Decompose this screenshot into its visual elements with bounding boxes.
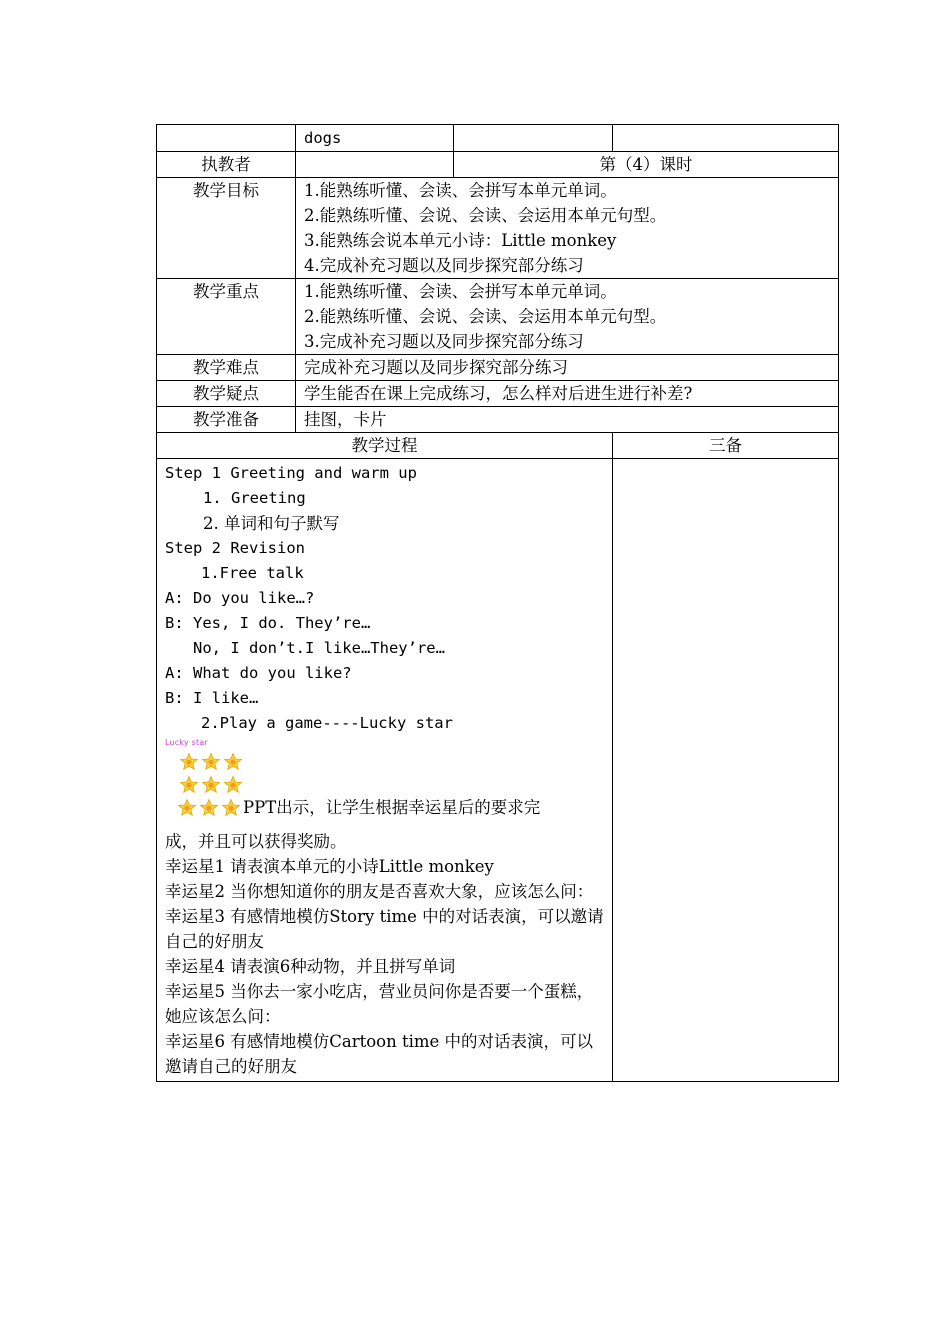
- goals-row: [157, 178, 839, 279]
- preparation-label: 教学准备: [157, 407, 296, 433]
- key-point-item: 1.能熟练听懂、会读、会拼写本单元单词。: [304, 282, 617, 301]
- notes-header: 三备: [613, 433, 839, 459]
- dialogue-line: A: What do you like?: [165, 664, 352, 682]
- star-icon: [179, 775, 199, 795]
- step1-item: 1. Greeting: [203, 489, 306, 507]
- goal-item: 1.能熟练听懂、会读、会拼写本单元单词。: [304, 181, 617, 200]
- top-row-label-cell: [157, 125, 296, 152]
- teacher-value: [296, 152, 454, 178]
- star-row: [165, 771, 604, 794]
- top-row-empty-cell-2: [613, 125, 839, 152]
- star-row: [165, 748, 604, 771]
- star-icon: [223, 775, 243, 795]
- lesson-plan-table: [156, 124, 839, 1082]
- lucky-star-item: 幸运星5 当你去一家小吃店，营业员问你是否要一个蛋糕，她应该怎么问：: [165, 982, 594, 1026]
- difficulty-value: 完成补充习题以及同步探究部分练习: [296, 355, 839, 381]
- top-row-dogs-cell: dogs: [296, 125, 454, 152]
- process-header-row: [157, 433, 839, 459]
- lucky-star-item: 幸运星3 有感情地模仿Story time 中的对话表演，可以邀请自己的好朋友: [165, 907, 604, 951]
- difficulty-row: [157, 355, 839, 381]
- notes-content: [613, 459, 839, 1082]
- star-icon: [179, 752, 199, 772]
- process-row: [157, 459, 839, 1082]
- top-row-empty-cell-1: [454, 125, 613, 152]
- game-heading: 2.Play a game----Lucky star: [201, 714, 453, 732]
- free-talk: 1.Free talk: [201, 564, 304, 582]
- lucky-star-item: 幸运星4 请表演6种动物，并且拼写单词: [165, 957, 456, 976]
- key-point-item: 3.完成补充习题以及同步探究部分练习: [304, 332, 584, 351]
- process-header: 教学过程: [157, 433, 613, 459]
- star-icon: [221, 798, 241, 818]
- key-points-content: [296, 279, 839, 355]
- preparation-value: 挂图，卡片: [296, 407, 839, 433]
- step2-heading: Step 2 Revision: [165, 539, 305, 557]
- step1-heading: Step 1 Greeting and warm up: [165, 464, 417, 482]
- key-point-item: 2.能熟练听懂、会说、会读、会运用本单元句型。: [304, 307, 667, 326]
- goal-item: 2.能熟练听懂、会说、会读、会运用本单元句型。: [304, 206, 667, 225]
- dialogue-line: B: Yes, I do. They’re…: [165, 614, 371, 632]
- top-row: [157, 125, 839, 152]
- dialogue-line: No, I don’t.I like…They’re…: [193, 639, 445, 657]
- star-icon: [177, 798, 197, 818]
- goal-item: 3.能熟练会说本单元小诗：Little monkey: [304, 231, 617, 250]
- star-icon: [223, 752, 243, 772]
- star-row: [165, 794, 604, 817]
- lucky-star-instruction: PPT出示，让学生根据幸运星后的要求完: [243, 798, 541, 817]
- step1-item: 2. 单词和句子默写: [203, 514, 340, 533]
- doubts-row: [157, 381, 839, 407]
- key-points-row: [157, 279, 839, 355]
- lucky-star-item: 幸运星2 当你想知道你的朋友是否喜欢大象，应该怎么问：: [165, 882, 594, 901]
- dialogue-line: A: Do you like…?: [165, 589, 315, 607]
- key-points-label: 教学重点: [157, 279, 296, 355]
- star-icon: [201, 775, 221, 795]
- lucky-star-item: 幸运星1 请表演本单元的小诗Little monkey: [165, 857, 494, 876]
- difficulty-label: 教学难点: [157, 355, 296, 381]
- teacher-row: [157, 152, 839, 178]
- star-icon: [199, 798, 219, 818]
- doubts-label: 教学疑点: [157, 381, 296, 407]
- dialogue-line: B: I like…: [165, 689, 259, 707]
- goal-item: 4.完成补充习题以及同步探究部分练习: [304, 256, 584, 275]
- lesson-number: 第（4）课时: [454, 152, 839, 178]
- doubts-value: 学生能否在课上完成练习，怎么样对后进生进行补差?: [296, 381, 839, 407]
- lucky-star-title: Lucky star: [165, 738, 604, 748]
- star-icon: [201, 752, 221, 772]
- goals-label: 教学目标: [157, 178, 296, 279]
- teacher-label: 执教者: [157, 152, 296, 178]
- lucky-star-item: 幸运星6 有感情地模仿Cartoon time 中的对话表演，可以邀请自己的好朋友: [165, 1032, 594, 1076]
- process-content: [157, 459, 613, 1082]
- lucky-star-instruction-cont: 成，并且可以获得奖励。: [165, 832, 347, 851]
- preparation-row: [157, 407, 839, 433]
- goals-content: [296, 178, 839, 279]
